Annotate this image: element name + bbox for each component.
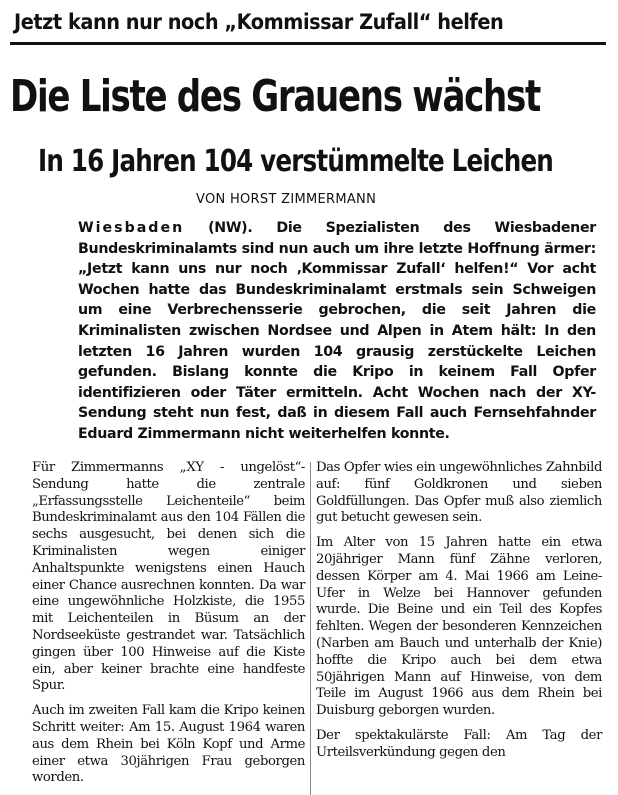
column-divider [310,462,311,795]
top-rule [10,42,606,45]
kicker-headline: Jetzt kann nur noch „Kommissar Zufall“ helfen [14,10,504,34]
main-headline: Die Liste des Grauens wächst [10,71,540,122]
paragraph: Auch im zweiten Fall kam die Kripo keinen Schritt weiter: Am 15. August 1964 waren aus dem Rhein bei Köln Kopf und Arme einer etwa 30jährigen Frau geborgen worden. [32,703,305,786]
lead-paragraph [78,218,596,445]
paragraph: Der spektakulärste Fall: Am Tag der Urteilsverkündung gegen den [316,727,602,760]
byline: VON HORST ZIMMERMANN [196,192,377,207]
paragraph: Das Opfer wies ein ungewöhnliches Zahnbild auf: fünf Goldkronen und sieben Goldfüllungen. Das Opfer muß also ziemlich gut betucht gewesen sein. [316,460,602,526]
dateline-place: Wiesbaden [78,220,185,236]
subheadline: In 16 Jahren 104 verstümmelte Leichen [38,144,554,179]
column-left [32,460,305,787]
lead-text: (NW). Die Spezialisten des Wiesbadener Bundeskriminalamts sind nun auch um ihre letzte Hoffnung ärmer: „Jetzt kann uns nur noch ‚Kommissar Zufall‘ helfen!“ Vor acht Wochen hatte das Bundeskriminalamt erstmals sein Schweigen um eine Verbrechensserie gebrochen, die seit Jahren die Kriminalisten zwischen Nordsee und Alpen in Atem hält: In den letzten 16 Jahren wurden 104 grausig zerstückelte Leichen gefunden. Bislang konnte die Kripo in keinem Fall Opfer identifizieren oder Täter ermitteln. Acht Wochen nach der XY-Sendung steht nun fest, daß in diesem Fall auch Fernsehfahnder Eduard Zimmermann nicht weiterhelfen konnte. [78,220,596,442]
paragraph: Im Alter von 15 Jahren hatte ein etwa 20jähriger Mann fünf Zähne verloren, dessen Körper am 4. Mai 1966 am Leine-Ufer in Welze bei Hannover gefunden wurde. Die Beine und ein Teil des Kopfes fehlten. Wegen der besonderen Kennzeichen (Narben am Bauch und unterhalb der Knie) hoffte die Kripo auch bei dem etwa 50jährigen Mann auf Hinweise, von dem Teile im August 1966 aus dem Rhein bei Duisburg geborgen wurden. [316,535,602,719]
column-right [316,460,602,762]
paragraph: Für Zimmermanns „XY - ungelöst“-Sendung hatte die zentrale „Erfassungsstelle Leichenteile“ beim Bundeskriminalamt aus den 104 Fällen die sechs ausgesucht, bei denen sich die Kriminalisten wegen einiger Anhaltspunkte wenigstens einen Hauch einer Chance ausrechnen konnten. Da war eine ungewöhnliche Holzkiste, die 1955 mit Leichenteilen in Büsum an der Nordseeküste gestrandet war. Tatsächlich gingen über 100 Hinweise auf die Kiste ein, aber keiner brachte eine handfeste Spur. [32,460,305,694]
